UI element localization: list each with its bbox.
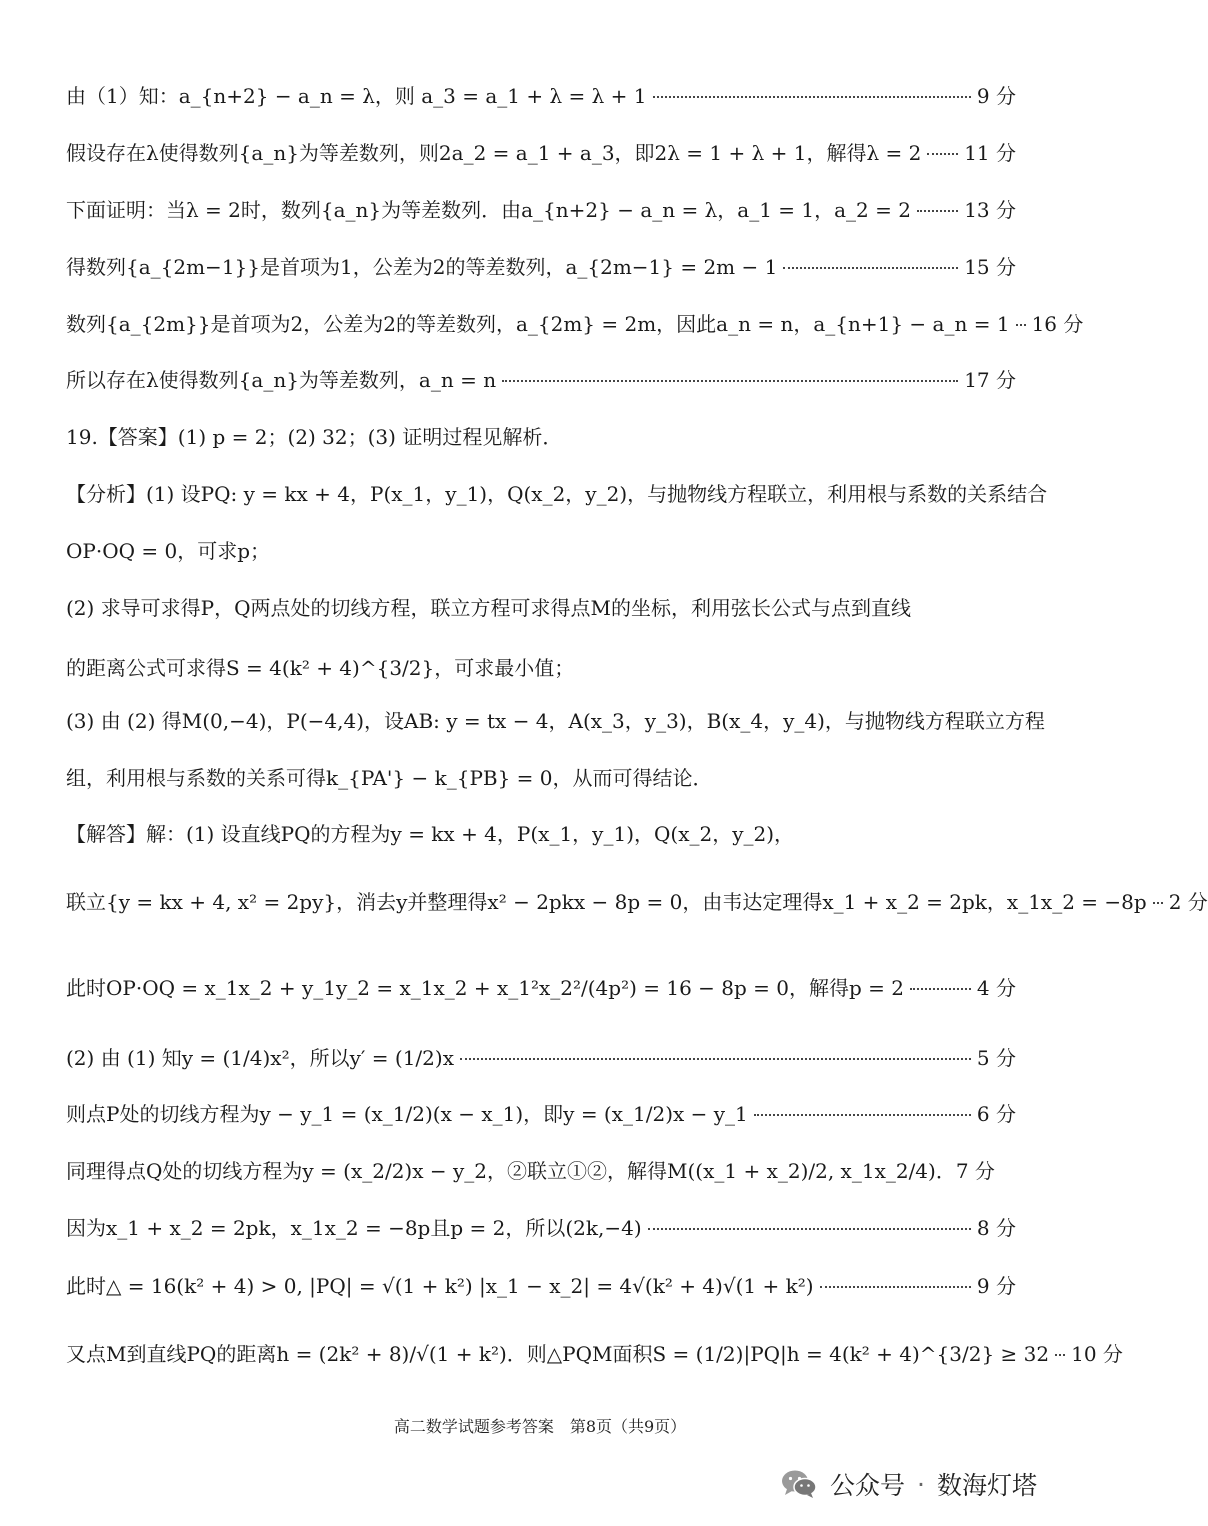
- analysis-line: (2) 求导可求得P，Q两点处的切线方程，联立方程可求得点M的坐标，利用弦长公式与点到直线: [66, 596, 912, 620]
- score-mark: 2 分: [1168, 890, 1208, 914]
- score-mark: 16 分: [1031, 312, 1084, 336]
- solution-line: (2) 由 (1) 知y = (1/4)x²，所以y′ = (1/2)x 5 分: [66, 1042, 1016, 1071]
- watermark-separator: ·: [917, 1469, 925, 1499]
- solution-line: 同理得点Q处的切线方程为y = (x_2/2)x − y_2，②联立①②，解得M((x_1 + x_2)/2, x_1x_2/4)．7 分: [66, 1159, 995, 1183]
- score-mark: 9 分: [976, 1274, 1016, 1298]
- solution-line: 联立{y = kx + 4, x² = 2py}，消去y并整理得x² − 2pkx − 8p = 0，由韦达定理得x_1 + x_2 = 2pk，x_1x_2 = −8p 2 分: [66, 886, 1016, 915]
- solution-line: 得数列{a_{2m−1}}是首项为1，公差为2的等差数列，a_{2m−1} = 2m − 1 15 分: [66, 251, 1016, 280]
- answer-heading: 19.【答案】(1) p = 2；(2) 32；(3) 证明过程见解析．: [66, 425, 563, 449]
- solution-line: 此时OP·OQ = x_1x_2 + y_1y_2 = x_1x_2 + x_1²x_2²/(4p²) = 16 − 8p = 0，解得p = 2 4 分: [66, 972, 1016, 1001]
- solution-line: 假设存在λ使得数列{a_n}为等差数列，则2a_2 = a_1 + a_3，即2λ = 1 + λ + 1，解得λ = 2 11 分: [66, 137, 1016, 166]
- page-footer: 高二数学试题参考答案 第8页（共9页）: [393, 1417, 687, 1436]
- analysis-line: OP·OQ = 0，可求p；: [66, 539, 271, 563]
- score-mark: 10 分: [1071, 1342, 1123, 1366]
- score-mark: 13 分: [964, 198, 1016, 222]
- score-mark: 8 分: [976, 1216, 1016, 1240]
- watermark-label: 公众号: [830, 1471, 906, 1500]
- score-mark: 5 分: [976, 1046, 1016, 1070]
- score-mark: 4 分: [976, 976, 1016, 1000]
- score-mark: 15 分: [964, 255, 1016, 279]
- wechat-icon: [780, 1468, 818, 1500]
- score-mark: 9 分: [976, 84, 1016, 108]
- score-mark: 17 分: [964, 368, 1016, 392]
- solution-line: 所以存在λ使得数列{a_n}为等差数列，a_n = n 17 分: [66, 364, 1016, 393]
- analysis-line: (3) 由 (2) 得M(0,−4)，P(−4,4)，设AB: y = tx − 4，A(x_3，y_3)，B(x_4，y_4)，与抛物线方程联立方程: [66, 709, 1045, 733]
- solution-heading: 【解答】解：(1) 设直线PQ的方程为y = kx + 4，P(x_1，y_1)，Q(x_2，y_2)，: [66, 822, 795, 846]
- account-watermark: [780, 1466, 1037, 1502]
- score-mark: 11 分: [964, 141, 1016, 165]
- analysis-line: 的距离公式可求得S = 4(k² + 4)^{3/2}，可求最小值；: [66, 656, 575, 680]
- analysis-line: 组，利用根与系数的关系可得k_{PA'} − k_{PB} = 0，从而可得结论．: [66, 766, 713, 790]
- solution-line: 此时△ = 16(k² + 4) > 0, |PQ| = √(1 + k²) |x_1 − x_2| = 4√(k² + 4)√(1 + k²) 9 分: [66, 1270, 1016, 1299]
- solution-line: 因为x_1 + x_2 = 2pk，x_1x_2 = −8p且p = 2，所以(2k,−4) 8 分: [66, 1212, 1016, 1241]
- solution-line: 下面证明：当λ = 2时，数列{a_n}为等差数列．由a_{n+2} − a_n = λ，a_1 = 1，a_2 = 2 13 分: [66, 194, 1016, 223]
- watermark-name: 数海灯塔: [936, 1471, 1037, 1500]
- solution-line: 则点P处的切线方程为y − y_1 = (x_1/2)(x − x_1)，即y = (x_1/2)x − y_1 6 分: [66, 1098, 1016, 1127]
- solution-line: 又点M到直线PQ的距离h = (2k² + 8)/√(1 + k²)．则△PQM面积S = (1/2)|PQ|h = 4(k² + 4)^{3/2} ≥ 32 10 分: [66, 1338, 1016, 1367]
- score-mark: 6 分: [976, 1102, 1016, 1126]
- analysis-line: 【分析】(1) 设PQ: y = kx + 4，P(x_1，y_1)，Q(x_2，y_2)，与抛物线方程联立，利用根与系数的关系结合: [66, 482, 1048, 506]
- solution-line: 由（1）知：a_{n+2} − a_n = λ，则 a_3 = a_1 + λ = λ + 1 9 分: [66, 80, 1016, 109]
- solution-line: 数列{a_{2m}}是首项为2，公差为2的等差数列，a_{2m} = 2m，因此a_n = n，a_{n+1} − a_n = 1 16 分: [66, 308, 1016, 337]
